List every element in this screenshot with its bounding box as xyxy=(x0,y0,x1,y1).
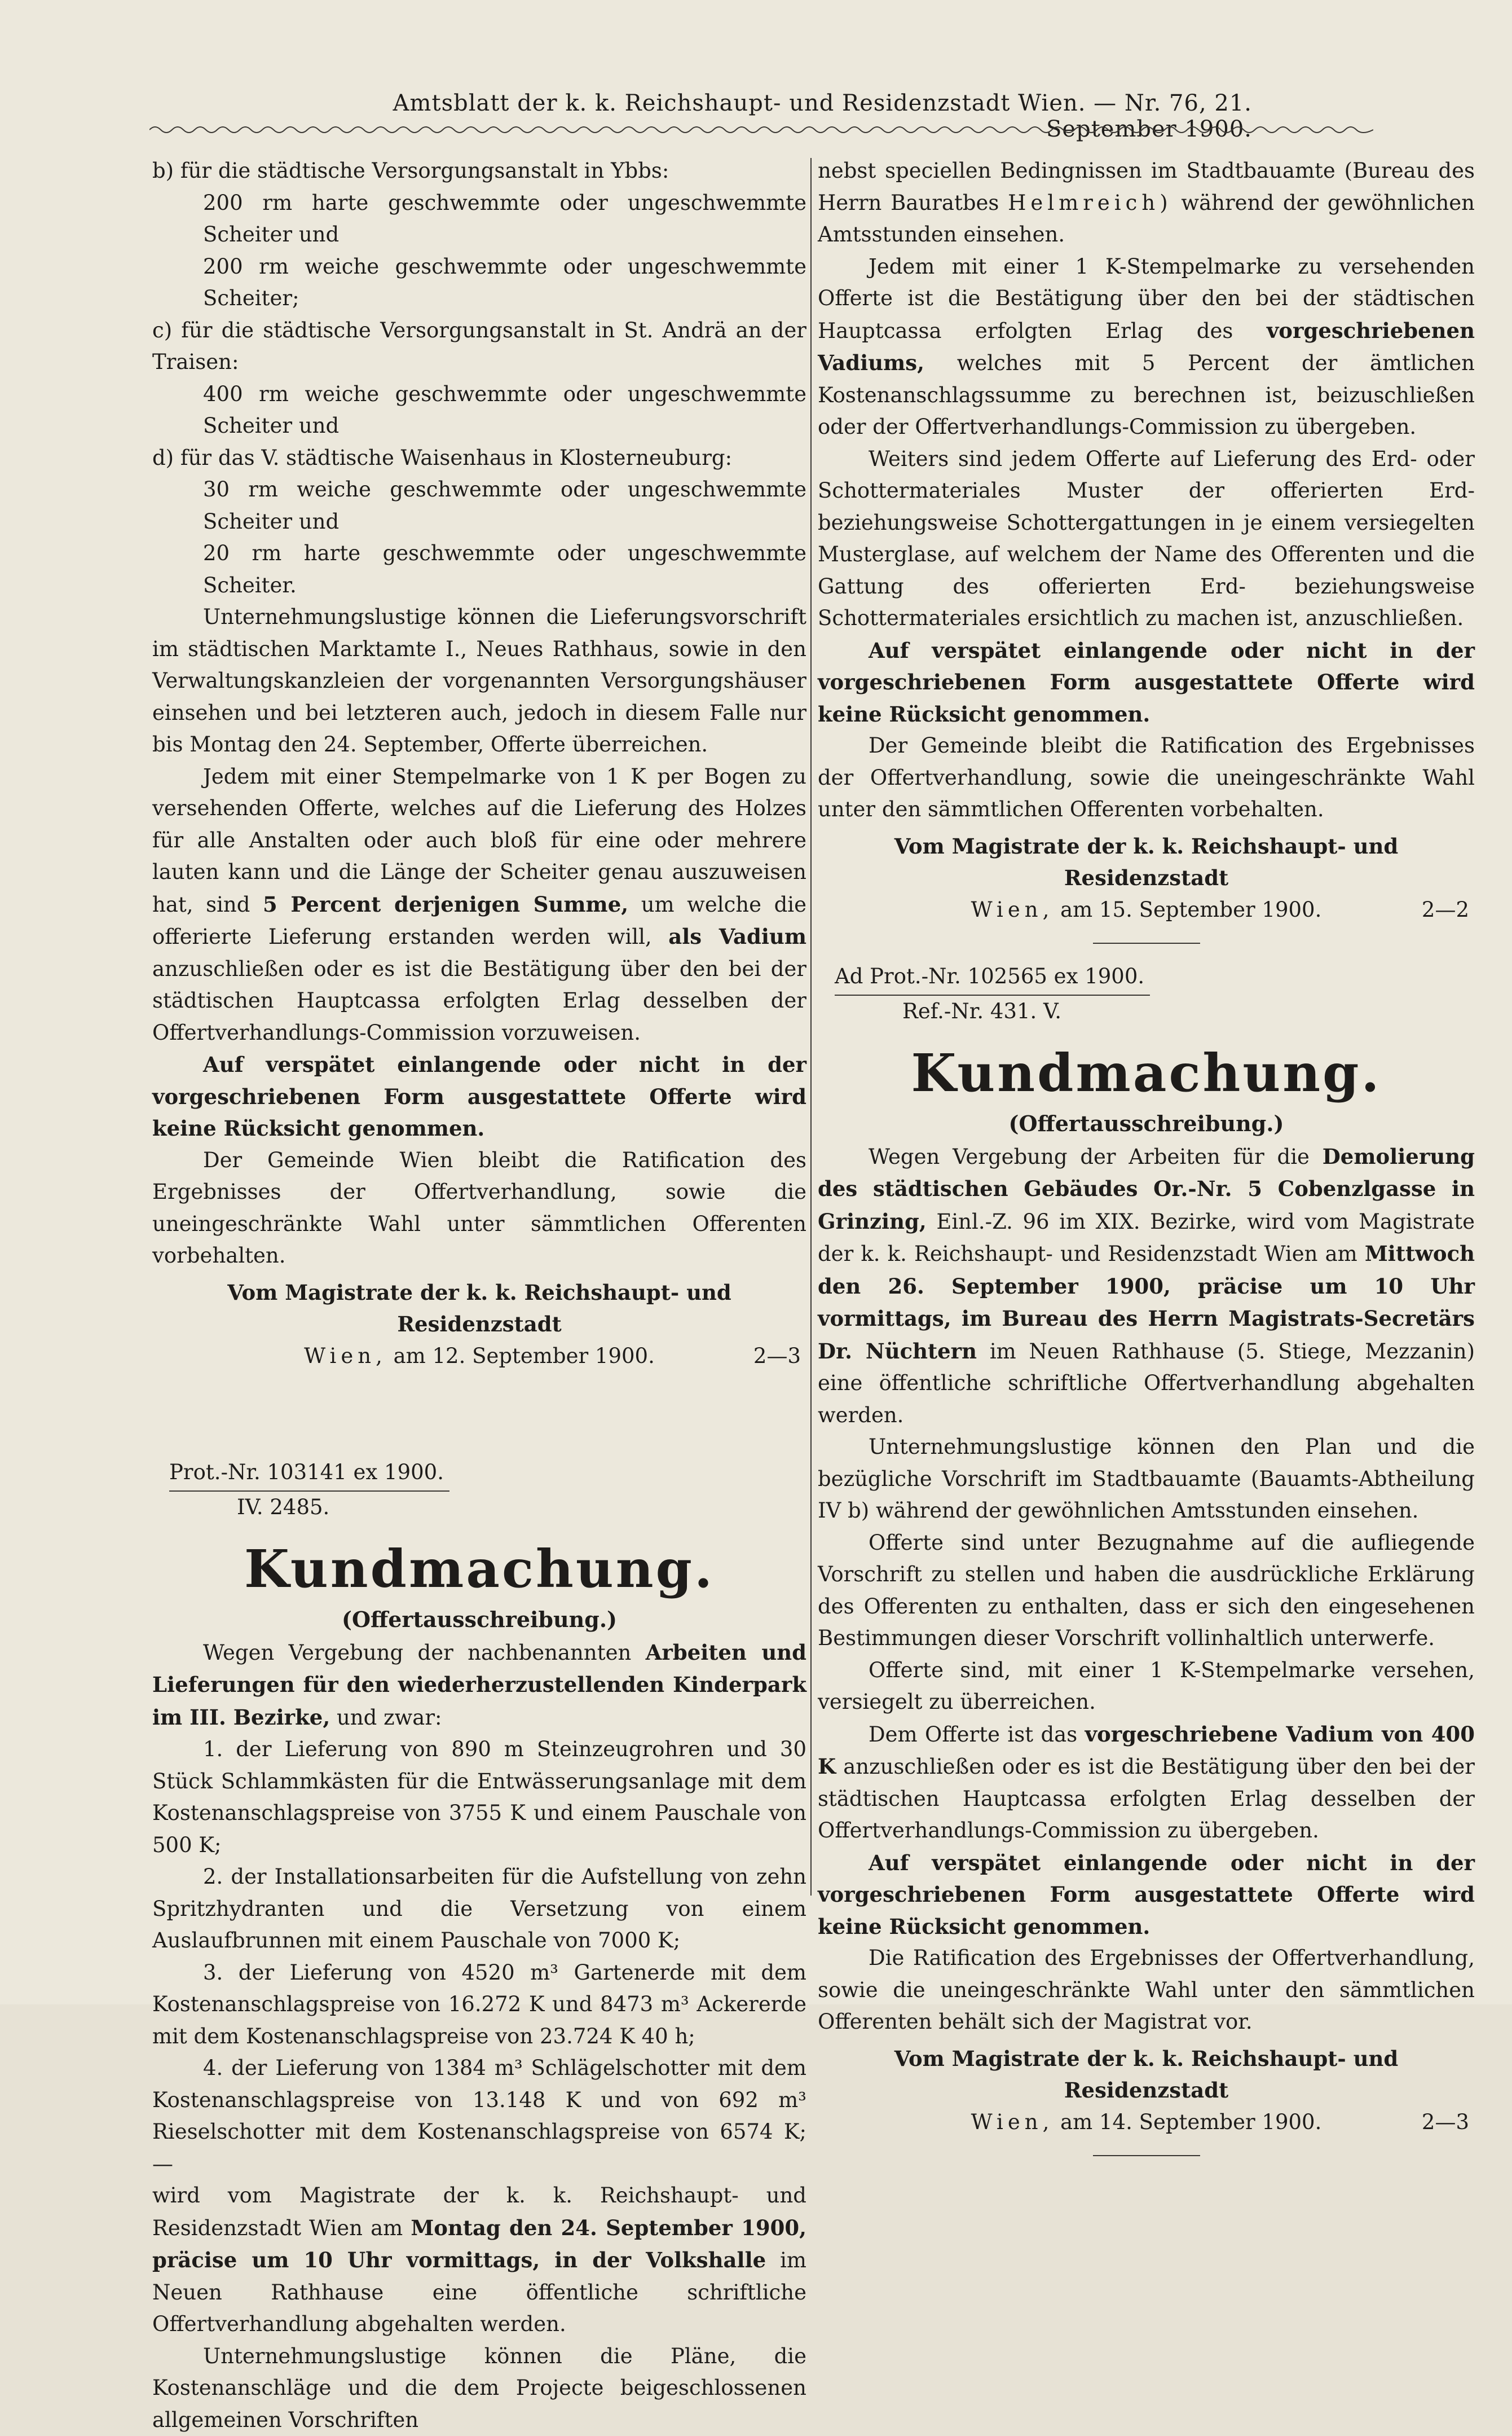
list-item-c: c) für die städtische Versorgungsanstalt in St. Andrä an der Traisen: xyxy=(152,315,806,379)
issue-ref: 2—3 xyxy=(1422,2107,1469,2139)
paragraph: Der Gemeinde Wien bleibt die Ratification des Ergebnisses der Offertverhandlung, sowie die uneingeschränkte Wahl unter sämmtlichen Offerenten vorbehalten. xyxy=(152,1145,806,1272)
list-item-b-2: 200 rm weiche geschwemmte oder ungeschwemmte Scheiter; xyxy=(152,251,806,315)
right-column xyxy=(818,155,1475,2173)
list-item-c-1: 400 rm weiche geschwemmte oder ungeschwemmte Scheiter und xyxy=(152,379,806,442)
list-item-d: d) für das V. städtische Waisenhaus in Klosterneuburg: xyxy=(152,442,806,474)
paragraph: Wegen Vergebung der Arbeiten für die Demolierung des städtischen Gebäudes Or.-Nr. 5 Cobenzlgasse in Grinzing, Einl.-Z. 96 im XIX. Bezirke, wird vom Magistrate der k. k. Reichshaupt- und Residenzstadt Wien am Mittwoch den 26. September 1900, präcise um 10 Uhr vormittags, im Bureau des Herrn Magistrats-Secretärs Dr. Nüchtern im Neuen Rathhause (5. Stiege, Mezzanin) eine öffentliche schriftliche Offertverhandlung abgehalten werden. xyxy=(818,1141,1475,1432)
left-column xyxy=(152,155,806,2436)
issue-ref: 2—3 xyxy=(753,1340,801,1373)
column-divider xyxy=(810,158,812,1896)
announcement-subtitle: (Offertausschreibung.) xyxy=(152,1603,806,1637)
paragraph-bold: Auf verspätet einlangende oder nicht in der vorgeschriebenen Form ausgestattete Offerte wird keine Rücksicht genommen. xyxy=(818,1847,1475,1943)
paragraph: Offerte sind, mit einer 1 K-Stempelmarke versehen, versiegelt zu überreichen. xyxy=(818,1655,1475,1718)
paragraph-bold: Auf verspätet einlangende oder nicht in der vorgeschriebenen Form ausgestattete Offerte wird keine Rücksicht genommen. xyxy=(818,635,1475,731)
announcement-title: Kundmachung. xyxy=(152,1535,806,1603)
paragraph: Unternehmungslustige können den Plan und die bezügliche Vorschrift im Stadtbauamte (Bauamts-Abtheilung IV b) während der gewöhnlichen Amtsstunden einsehen. xyxy=(818,1431,1475,1527)
signature: Vom Magistrate der k. k. Reichshaupt- und Residenzstadt xyxy=(152,1277,806,1340)
announcement-subtitle: (Offertausschreibung.) xyxy=(818,1107,1475,1141)
ref-number: Ref.-Nr. 431. V. xyxy=(902,996,1475,1028)
paragraph: 2. der Installationsarbeiten für die Aufstellung von zehn Spritzhydranten und die Versetzung von einem Auslaufbrunnen mit einem Pauschale von 7000 K; xyxy=(152,1861,806,1957)
section-rule xyxy=(1093,2155,1200,2156)
paragraph: 3. der Lieferung von 4520 m³ Gartenerde mit dem Kostenanschlagspreise von 16.272 K und 8473 m³ Ackererde mit dem Kostenanschlagspreise von 23.724 K 40 h; xyxy=(152,1957,806,2053)
paragraph: Weiters sind jedem Offerte auf Lieferung des Erd- oder Schottermateriales Muster der offerierten Erd- beziehungsweise Schottergattungen in je einem versiegelten Musterglase, auf welchem der Name des Offerenten und die Gattung des offerierten Erd- beziehungsweise Schottermateriales ersichtlich zu machen ist, anzuschließen. xyxy=(818,443,1475,635)
paragraph: Jedem mit einer Stempelmarke von 1 K per Bogen zu versehenden Offerte, welches auf die Lieferung des Holzes für alle Anstalten oder auch bloß für eine oder mehrere lauten kann und die Länge der Scheiter genau auszuweisen hat, sind 5 Percent derjenigen Summe, um welche die offerierte Lieferung erstanden werden will, als Vadium anzuschließen oder es ist die Bestätigung über den bei der städtischen Hauptcassa erfolgten Erlag desselben der Offertverhandlungs-Commission vorzuweisen. xyxy=(152,761,806,1049)
header-wave-rule xyxy=(149,123,1373,137)
paragraph: Die Ratification des Ergebnisses der Offertverhandlung, sowie die uneingeschränkte Wahl unter den sämmtlichen Offerenten behält sich der Magistrat vor. xyxy=(818,1942,1475,2038)
paragraph: Unternehmungslustige können die Lieferungsvorschrift im städtischen Marktamte I., Neues Rathhaus, sowie in den Verwaltungskanzleien der vorgenannten Versorgungshäuser einsehen und bei letzteren auch, jedoch in diesem Falle nur bis Montag den 24. September, Offerte überreichen. xyxy=(152,601,806,761)
list-item-b: b) für die städtische Versorgungsanstalt in Ybbs: xyxy=(152,155,806,187)
paragraph: Dem Offerte ist das vorgeschriebene Vadium von 400 K anzuschließen oder es ist die Bestätigung über den bei der städtischen Hauptcassa erfolgten Erlag desselben der Offertverhandlungs-Commission zu übergeben. xyxy=(818,1718,1475,1847)
signature: Vom Magistrate der k. k. Reichshaupt- und Residenzstadt xyxy=(818,830,1475,894)
paragraph: Wegen Vergebung der nachbenannten Arbeiten und Lieferungen für den wiederherzustellenden Kinderpark im III. Bezirke, und zwar: xyxy=(152,1637,806,1734)
list-item-b-1: 200 rm harte geschwemmte oder ungeschwemmte Scheiter und xyxy=(152,187,806,251)
list-item-d-1: 30 rm weiche geschwemmte oder ungeschwemmte Scheiter und xyxy=(152,474,806,538)
prot-number: Prot.-Nr. 103141 ex 1900. xyxy=(169,1457,449,1492)
list-item-d-2: 20 rm harte geschwemmte oder ungeschwemmte Scheiter. xyxy=(152,538,806,601)
section-rule xyxy=(1093,943,1200,944)
issue-ref: 2—2 xyxy=(1422,894,1469,926)
paragraph: Offerte sind unter Bezugnahme auf die aufliegende Vorschrift zu stellen und haben die ausdrückliche Erklärung des Offerenten zu enthalten, dass er sich den eingesehenen Bestimmungen dieser Vorschrift vollinhaltlich unterwerfe. xyxy=(818,1527,1475,1655)
signature: Vom Magistrate der k. k. Reichshaupt- und Residenzstadt xyxy=(818,2043,1475,2107)
prot-number: Ad Prot.-Nr. 102565 ex 1900. xyxy=(835,961,1150,996)
paragraph: Der Gemeinde bleibt die Ratification des Ergebnisses der Offertverhandlung, sowie die uneingeschränkte Wahl unter den sämmtlichen Offerenten vorbehalten. xyxy=(818,730,1475,826)
paragraph: 1. der Lieferung von 890 m Steinzeugrohren und 30 Stück Schlammkästen für die Entwässerungsanlage mit dem Kostenanschlagspreise von 3755 K und einem Pauschale von 500 K; xyxy=(152,1734,806,1861)
signature-date: Wien, am 15. September 1900. 2—2 xyxy=(818,894,1475,926)
page-header: Amtsblatt der k. k. Reichshaupt- und Residenzstadt Wien. — Nr. 76, 21. September 1900. xyxy=(361,90,1252,142)
announcement-title: Kundmachung. xyxy=(818,1039,1475,1107)
paragraph: Jedem mit einer 1 K-Stempelmarke zu versehenden Offerte ist die Bestätigung über den bei der städtischen Hauptcassa erfolgten Erlag des vorgeschriebenen Vadiums, welches mit 5 Percent der ämtlichen Kostenanschlagssumme zu berechnen ist, beizuschließen oder der Offertverhandlungs-Commission zu übergeben. xyxy=(818,251,1475,443)
signature-date: Wien, am 14. September 1900. 2—3 xyxy=(818,2107,1475,2138)
paragraph-bold: Auf verspätet einlangende oder nicht in der vorgeschriebenen Form ausgestattete Offerte wird keine Rücksicht genommen. xyxy=(152,1049,806,1145)
paragraph: Unternehmungslustige können die Pläne, die Kostenanschläge und die dem Projecte beigeschlossenen allgemeinen Vorschriften xyxy=(152,2341,806,2436)
ref-number: IV. 2485. xyxy=(237,1492,806,1524)
paragraph: 4. der Lieferung von 1384 m³ Schlägelschotter mit dem Kostenanschlagspreise von 13.148 K und von 692 m³ Rieselschotter mit dem Kostenanschlagspreise von 6574 K; — xyxy=(152,2052,806,2180)
paragraph: nebst speciellen Bedingnissen im Stadtbauamte (Bureau des Herrn Bauratbes Helmreich) während der gewöhnlichen Amtsstunden einsehen. xyxy=(818,155,1475,251)
signature-date: Wien, am 12. September 1900. 2—3 xyxy=(152,1340,806,1372)
paragraph: wird vom Magistrate der k. k. Reichshaupt- und Residenzstadt Wien am Montag den 24. September 1900, präcise um 10 Uhr vormittags, in der Volkshalle im Neuen Rathhause eine öffentliche schriftliche Offertverhandlung abgehalten werden. xyxy=(152,2180,806,2341)
